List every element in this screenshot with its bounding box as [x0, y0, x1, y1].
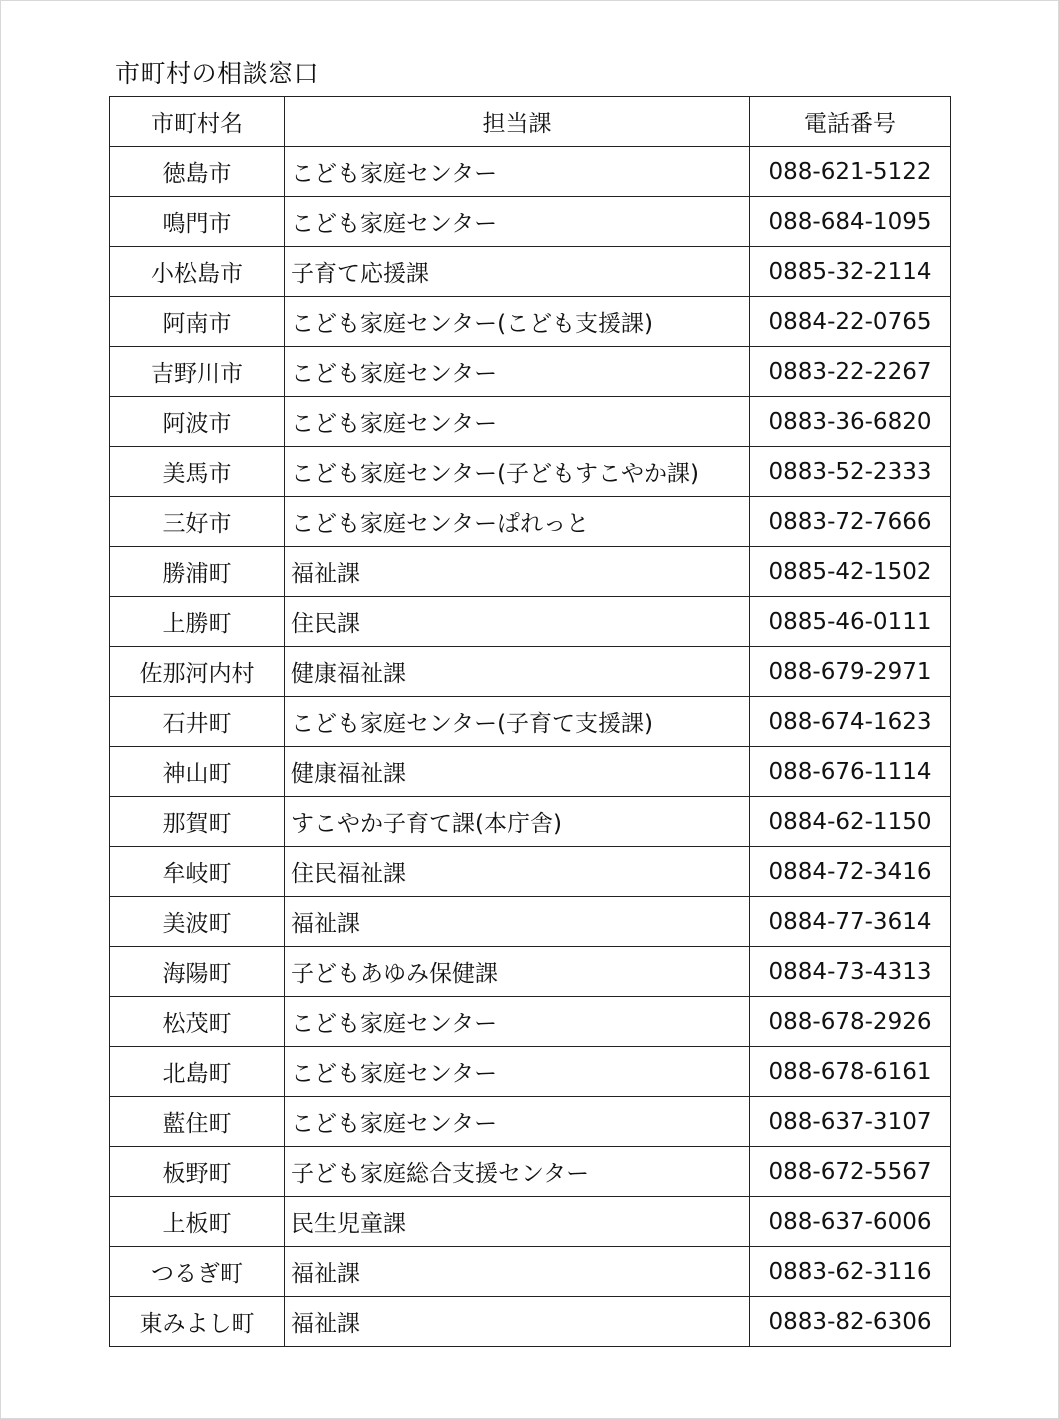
phone-cell: 0884-77-3614: [750, 897, 951, 947]
municipality-cell: 勝浦町: [110, 547, 285, 597]
phone-cell: 088-679-2971: [750, 647, 951, 697]
department-cell: 福祉課: [285, 1247, 750, 1297]
table-row: [110, 997, 951, 1047]
municipality-cell: 吉野川市: [110, 347, 285, 397]
phone-cell: 0885-46-0111: [750, 597, 951, 647]
page-title: 市町村の相談窓口: [115, 59, 320, 88]
table-row: [110, 397, 951, 447]
table-row: [110, 347, 951, 397]
municipality-cell: 阿波市: [110, 397, 285, 447]
department-cell: 子育て応援課: [285, 247, 750, 297]
department-cell: こども家庭センターぱれっと: [285, 497, 750, 547]
phone-cell: 088-621-5122: [750, 147, 951, 197]
table-row: [110, 1097, 951, 1147]
department-cell: こども家庭センター(子どもすこやか課): [285, 447, 750, 497]
phone-cell: 088-674-1623: [750, 697, 951, 747]
municipality-cell: 阿南市: [110, 297, 285, 347]
table-row: [110, 747, 951, 797]
department-cell: 福祉課: [285, 897, 750, 947]
table-row: [110, 597, 951, 647]
department-cell: 福祉課: [285, 1297, 750, 1347]
municipality-cell: 三好市: [110, 497, 285, 547]
municipality-cell: 松茂町: [110, 997, 285, 1047]
table-row: [110, 947, 951, 997]
municipality-cell: 板野町: [110, 1147, 285, 1197]
department-cell: こども家庭センター: [285, 997, 750, 1047]
phone-cell: 088-672-5567: [750, 1147, 951, 1197]
table-row: [110, 647, 951, 697]
header-municipality: 市町村名: [110, 97, 285, 147]
phone-cell: 088-637-6006: [750, 1197, 951, 1247]
table-row: [110, 147, 951, 197]
department-cell: すこやか子育て課(本庁舎): [285, 797, 750, 847]
department-cell: 健康福祉課: [285, 647, 750, 697]
phone-cell: 0883-82-6306: [750, 1297, 951, 1347]
department-cell: こども家庭センター: [285, 147, 750, 197]
municipality-cell: 東みよし町: [110, 1297, 285, 1347]
table-row: [110, 447, 951, 497]
department-cell: こども家庭センター(こども支援課): [285, 297, 750, 347]
municipality-cell: 那賀町: [110, 797, 285, 847]
header-department: 担当課: [285, 97, 750, 147]
municipality-cell: 佐那河内村: [110, 647, 285, 697]
municipality-cell: 鳴門市: [110, 197, 285, 247]
department-cell: こども家庭センター: [285, 397, 750, 447]
table-row: [110, 297, 951, 347]
phone-cell: 088-637-3107: [750, 1097, 951, 1147]
phone-cell: 0883-52-2333: [750, 447, 951, 497]
phone-cell: 088-678-2926: [750, 997, 951, 1047]
municipality-cell: 神山町: [110, 747, 285, 797]
table-header-row: [110, 97, 951, 147]
table-row: [110, 497, 951, 547]
municipality-cell: 石井町: [110, 697, 285, 747]
phone-cell: 0884-72-3416: [750, 847, 951, 897]
phone-cell: 0883-36-6820: [750, 397, 951, 447]
municipality-cell: 美馬市: [110, 447, 285, 497]
phone-cell: 0885-42-1502: [750, 547, 951, 597]
department-cell: 住民課: [285, 597, 750, 647]
municipality-cell: 海陽町: [110, 947, 285, 997]
municipality-cell: 上勝町: [110, 597, 285, 647]
municipality-cell: 小松島市: [110, 247, 285, 297]
municipality-cell: 北島町: [110, 1047, 285, 1097]
municipality-cell: 藍住町: [110, 1097, 285, 1147]
department-cell: こども家庭センター: [285, 1097, 750, 1147]
table-row: [110, 847, 951, 897]
table-row: [110, 247, 951, 297]
phone-cell: 0884-62-1150: [750, 797, 951, 847]
phone-cell: 088-684-1095: [750, 197, 951, 247]
department-cell: 福祉課: [285, 547, 750, 597]
municipality-cell: 牟岐町: [110, 847, 285, 897]
department-cell: 子どもあゆみ保健課: [285, 947, 750, 997]
municipality-cell: 美波町: [110, 897, 285, 947]
phone-cell: 0884-22-0765: [750, 297, 951, 347]
phone-cell: 0884-73-4313: [750, 947, 951, 997]
contacts-table: [109, 96, 951, 1347]
phone-cell: 0883-72-7666: [750, 497, 951, 547]
table-row: [110, 1197, 951, 1247]
table-row: [110, 697, 951, 747]
phone-cell: 088-676-1114: [750, 747, 951, 797]
phone-cell: 0883-62-3116: [750, 1247, 951, 1297]
header-phone: 電話番号: [750, 97, 951, 147]
table-row: [110, 547, 951, 597]
table-row: [110, 1047, 951, 1097]
phone-cell: 088-678-6161: [750, 1047, 951, 1097]
table-row: [110, 797, 951, 847]
department-cell: こども家庭センター: [285, 197, 750, 247]
table-row: [110, 1297, 951, 1347]
municipality-cell: 上板町: [110, 1197, 285, 1247]
department-cell: 子ども家庭総合支援センター: [285, 1147, 750, 1197]
department-cell: 民生児童課: [285, 1197, 750, 1247]
municipality-cell: 徳島市: [110, 147, 285, 197]
phone-cell: 0883-22-2267: [750, 347, 951, 397]
department-cell: 住民福祉課: [285, 847, 750, 897]
table-row: [110, 197, 951, 247]
department-cell: こども家庭センター: [285, 347, 750, 397]
table-row: [110, 897, 951, 947]
phone-cell: 0885-32-2114: [750, 247, 951, 297]
department-cell: 健康福祉課: [285, 747, 750, 797]
department-cell: こども家庭センター: [285, 1047, 750, 1097]
municipality-cell: つるぎ町: [110, 1247, 285, 1297]
table-row: [110, 1147, 951, 1197]
department-cell: こども家庭センター(子育て支援課): [285, 697, 750, 747]
table-row: [110, 1247, 951, 1297]
